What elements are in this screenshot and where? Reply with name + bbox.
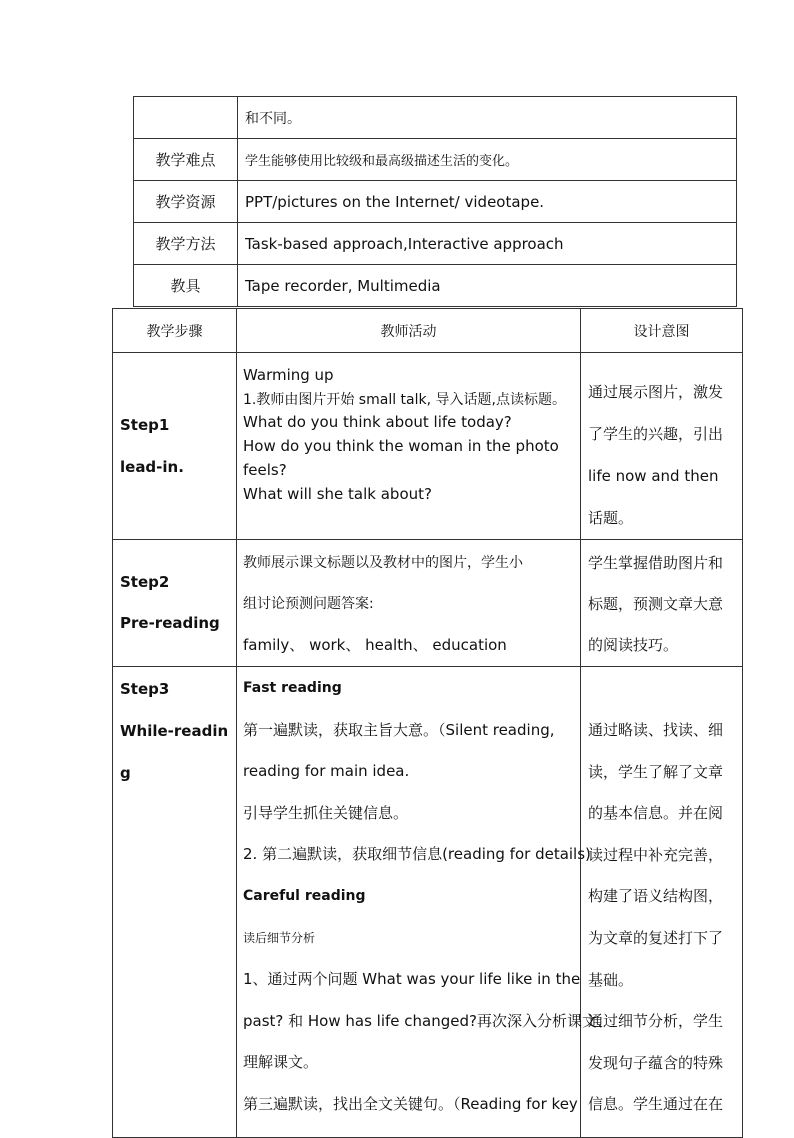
activity-line: Warming up xyxy=(243,366,334,384)
step-cell xyxy=(113,353,237,540)
intent-line: 发现句子蕴含的特殊 xyxy=(588,1053,724,1072)
intent-line: 了学生的兴趣，引出 xyxy=(588,425,724,443)
step-subtitle: Pre-reading xyxy=(120,614,220,632)
activity-line: What do you think about life today? xyxy=(243,413,512,431)
row-label: 教具 xyxy=(134,265,238,307)
lesson-info-table xyxy=(133,96,737,307)
table-row xyxy=(134,223,737,265)
activity-line: 第一遍默读，获取主旨大意。（Silent reading, xyxy=(243,720,555,739)
step-cell xyxy=(113,667,237,1138)
intent-line: life now and then xyxy=(588,467,719,485)
row-value: Task-based approach,Interactive approach xyxy=(238,223,737,265)
step-subtitle: g xyxy=(120,764,131,782)
step-title: Step2 xyxy=(120,573,170,591)
row-value: PPT/pictures on the Internet/ videotape. xyxy=(238,181,737,223)
intent-line: 基础。 xyxy=(588,970,634,989)
table-row xyxy=(134,265,737,307)
step-title: Step3 xyxy=(120,680,170,698)
intent-line: 学生掌握借助图片和 xyxy=(588,554,724,572)
table-row xyxy=(134,139,737,181)
intent-line: 通过细节分析，学生 xyxy=(588,1012,724,1031)
activity-line: reading for main idea. xyxy=(243,762,410,781)
activity-cell xyxy=(237,540,581,667)
row-value: 和不同。 xyxy=(238,97,737,139)
step-title: Step1 xyxy=(120,416,170,434)
intent-line: 的阅读技巧。 xyxy=(588,636,679,654)
activity-line: family、 work、 health、 education xyxy=(243,636,507,654)
activity-line: Fast reading xyxy=(243,680,342,696)
table-row xyxy=(113,353,743,540)
activity-line: How do you think the woman in the photo feels? xyxy=(243,437,559,479)
row-label xyxy=(134,97,238,139)
intent-line: 标题，预测文章大意 xyxy=(588,595,724,613)
activity-line: What will she talk about? xyxy=(243,485,432,503)
column-header-intent: 设计意图 xyxy=(581,309,743,353)
intent-line: 话题。 xyxy=(588,509,634,527)
intent-cell xyxy=(581,540,743,667)
activity-line: Careful reading xyxy=(243,887,366,904)
row-label: 教学难点 xyxy=(134,139,238,181)
row-label: 教学资源 xyxy=(134,181,238,223)
intent-cell xyxy=(581,667,743,1138)
activity-line: 2. 第二遍默读，获取细节信息(reading for details) xyxy=(243,845,591,864)
intent-cell xyxy=(581,353,743,540)
activity-cell xyxy=(237,353,581,540)
step-subtitle: While-readin xyxy=(120,722,229,740)
intent-line: 读过程中补充完善， xyxy=(588,845,724,864)
row-value: 学生能够使用比较级和最高级描述生活的变化。 xyxy=(238,139,737,181)
intent-line: 的基本信息。并在阅 xyxy=(588,804,724,823)
teaching-steps-table xyxy=(112,308,743,1138)
step-subtitle: lead-in. xyxy=(120,458,184,476)
activity-line: 读后细节分析 xyxy=(243,930,316,945)
table-row xyxy=(113,540,743,667)
column-header-steps: 教学步骤 xyxy=(113,309,237,353)
intent-line: 信息。学生通过在在 xyxy=(588,1095,724,1114)
step-cell xyxy=(113,540,237,667)
intent-line: 为文章的复述打下了 xyxy=(588,928,724,947)
activity-line: 1、通过两个问题 What was your life like in the xyxy=(243,970,581,989)
table-row xyxy=(134,97,737,139)
activity-line: 理解课文。 xyxy=(243,1053,319,1072)
table-row xyxy=(134,181,737,223)
activity-line: past? 和 How has life changed?再次深入分析课文、 xyxy=(243,1011,612,1030)
activity-line: 组讨论预测问题答案: xyxy=(243,596,374,612)
activity-line: 1.教师由图片开始 small talk, 导入话题,点读标题。 xyxy=(243,392,566,408)
activity-line: 引导学生抓住关键信息。 xyxy=(243,803,409,822)
row-label: 教学方法 xyxy=(134,223,238,265)
activity-line: 第三遍默读，找出全文关键句。（Reading for key xyxy=(243,1094,578,1113)
intent-line: 构建了语义结构图， xyxy=(588,887,724,906)
intent-line: 通过略读、找读、细 xyxy=(588,721,724,739)
intent-line: 通过展示图片，激发 xyxy=(588,383,724,401)
intent-line: 读，学生了解了文章 xyxy=(588,762,724,781)
row-value: Tape recorder, Multimedia xyxy=(238,265,737,307)
column-header-activity: 教师活动 xyxy=(237,309,581,353)
header-row xyxy=(113,309,743,353)
activity-line: 教师展示课文标题以及教材中的图片，学生小 xyxy=(243,555,523,571)
table-row xyxy=(113,667,743,1138)
